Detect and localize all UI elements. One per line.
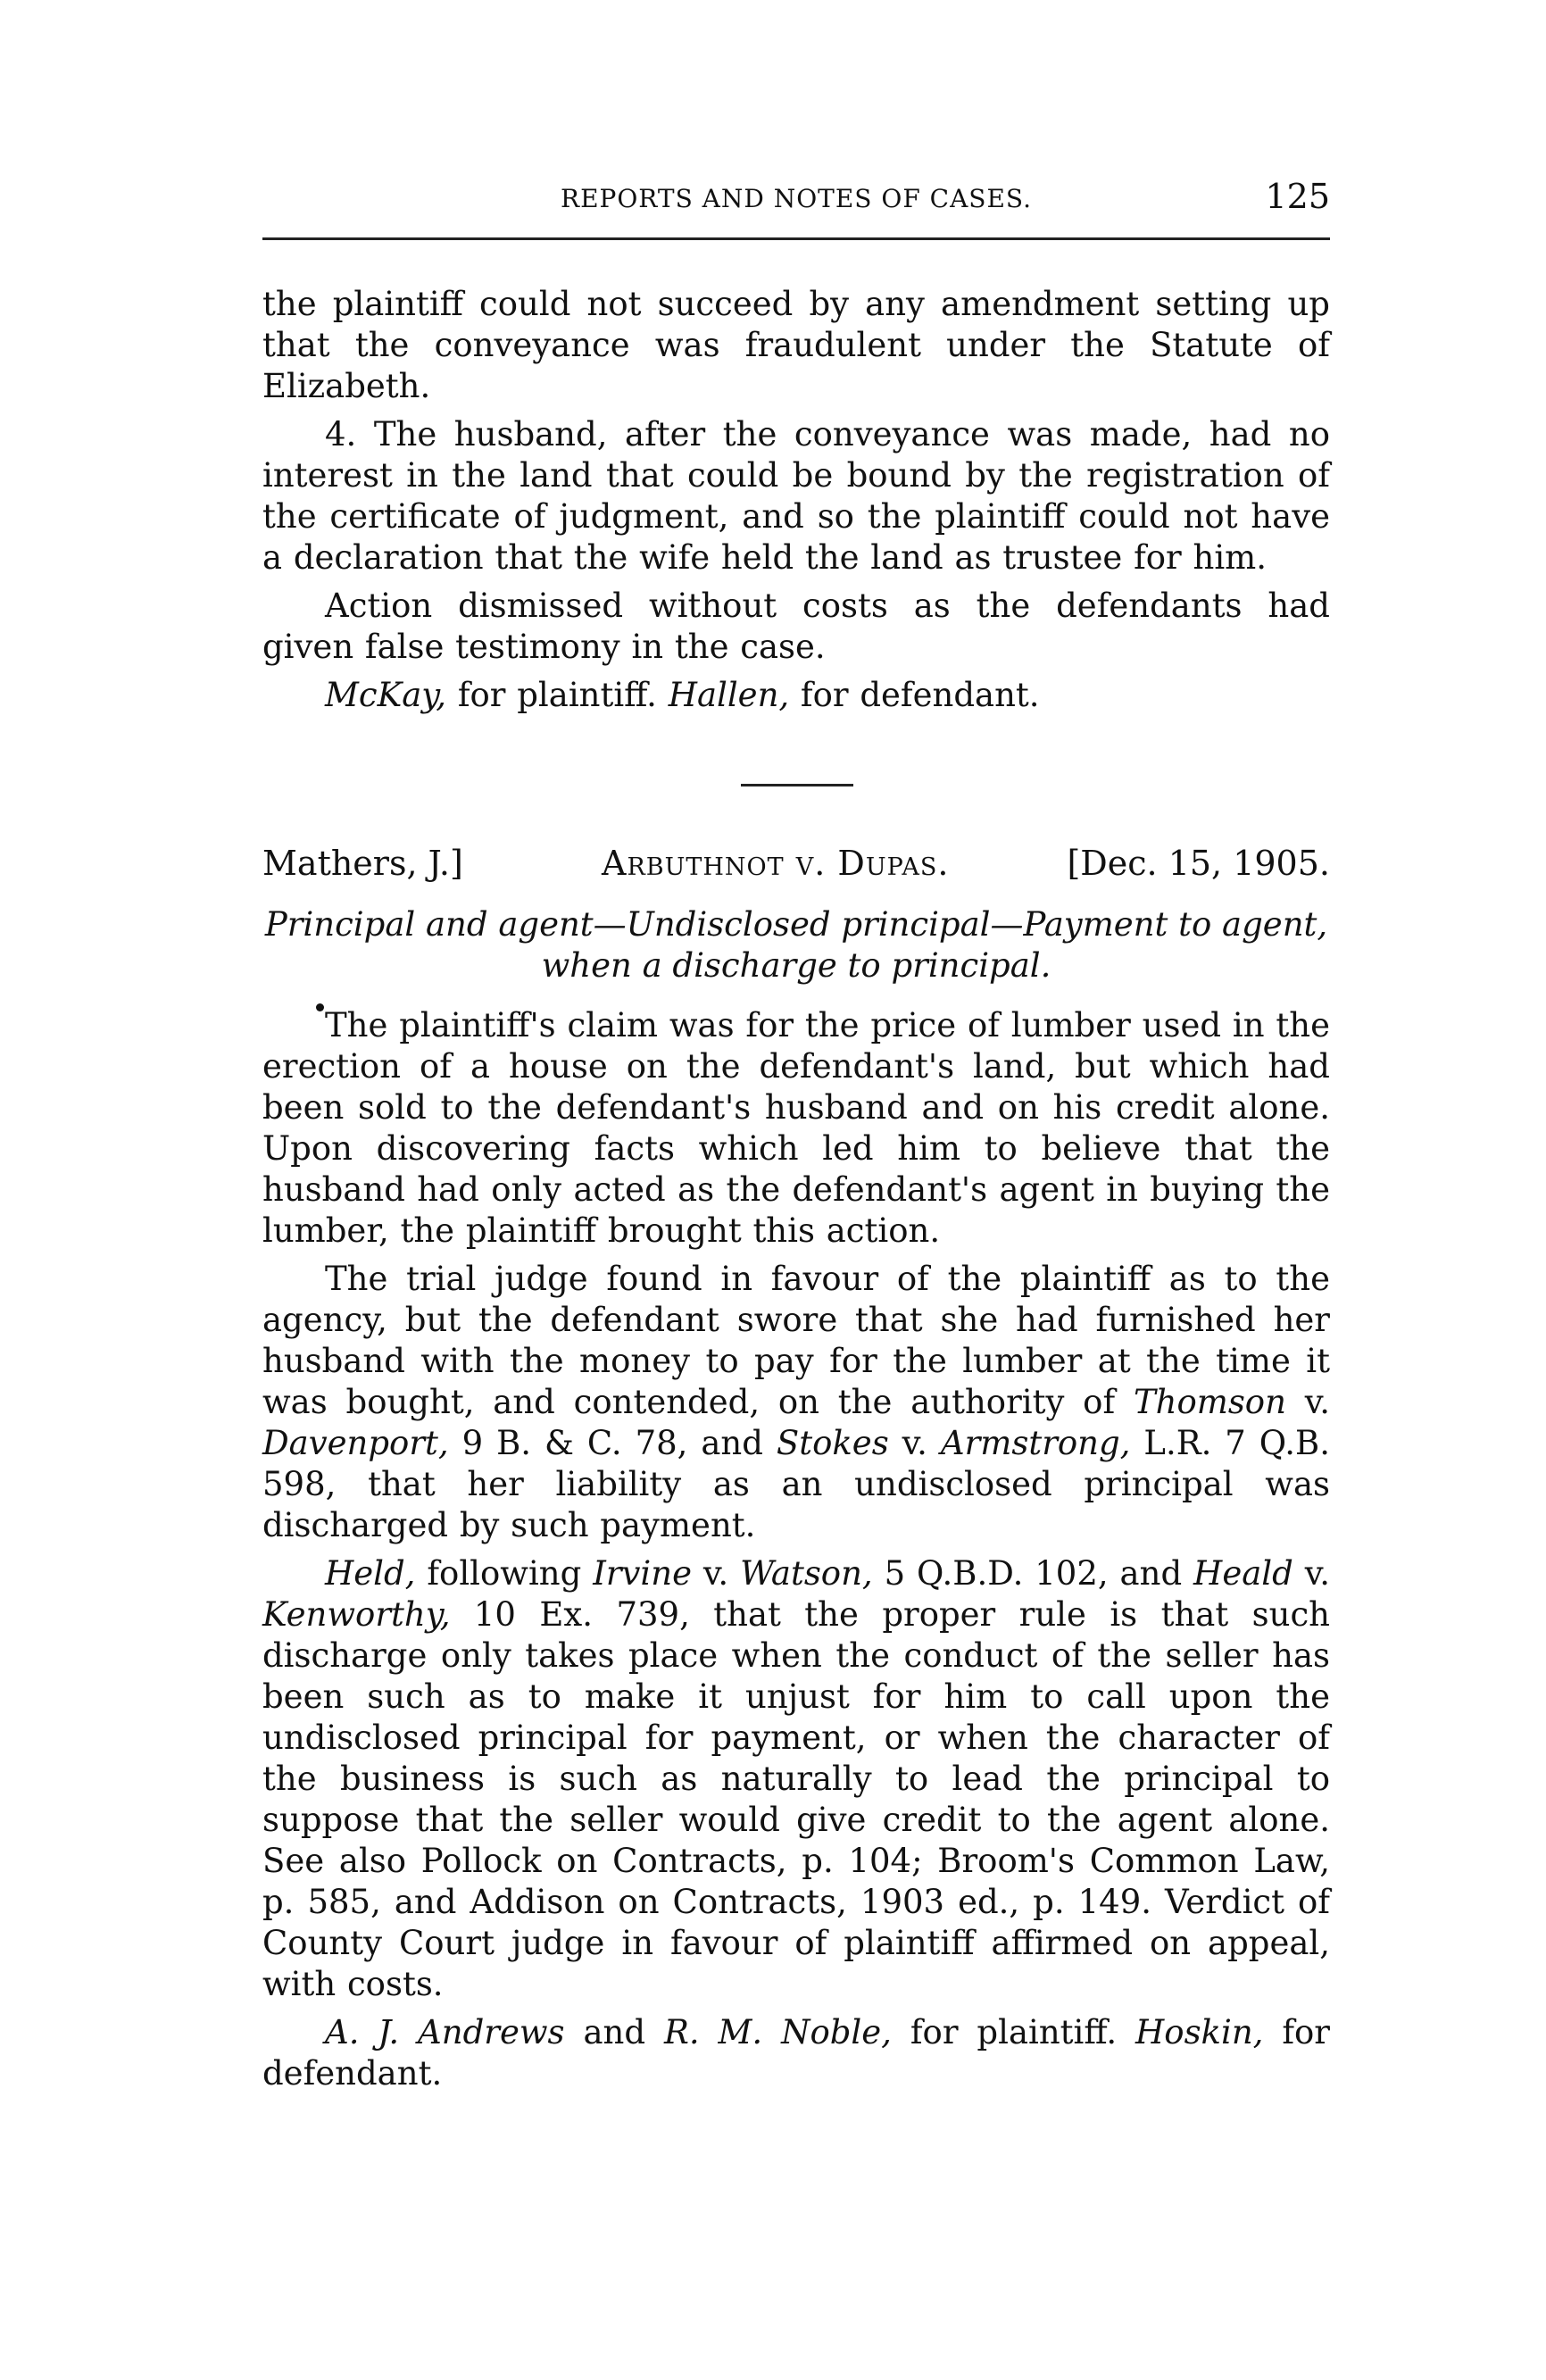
paragraph-3-text-4: v.	[1292, 1554, 1330, 1593]
plaintiff-counsel-text: for plaintiff.	[891, 2013, 1136, 2051]
headnote-line-1: Principal and agent—Undisclosed principal—Payment to agent,	[264, 905, 1328, 944]
case-name: Arbuthnot v. Dupas.	[602, 844, 950, 883]
case-header	[262, 844, 1330, 888]
case-citation-irvine: Irvine	[593, 1554, 692, 1593]
paragraph-2-text-2: v.	[1285, 1383, 1331, 1421]
second-case-paragraph-2	[262, 1259, 1330, 1546]
paragraph-2-text-5: L.R. 7 Q.B. 598, that her liability as an undisclosed principal was discharged by such payment.	[262, 1424, 1330, 1544]
paragraph-2-text-3: 9 B. & C. 78, and	[448, 1424, 777, 1462]
running-head	[262, 177, 1330, 240]
top-case-text	[262, 284, 1330, 716]
defendant-counsel: Hoskin,	[1135, 2013, 1264, 2051]
paragraph-3-text-2: v.	[691, 1554, 741, 1593]
plaintiff-counsel-1: A. J. Andrews	[325, 2013, 565, 2051]
case-citation-heald: Heald	[1193, 1554, 1293, 1593]
running-title: REPORTS AND NOTES OF CASES.	[560, 184, 1033, 213]
held-label: Held,	[325, 1554, 416, 1593]
paragraph-2-text-1: The trial judge found in favour of the plaintiff as to the agency, but the defendant swore that she had furnished her husband with the money to pay for the lumber at the time it was bought, and contended, on the authority of	[262, 1260, 1330, 1421]
paragraph-3-text-1: following	[415, 1554, 594, 1593]
top-case-paragraph-3: Action dismissed without costs as the defendants had given false testimony in the case.	[262, 587, 1330, 666]
case-headnote	[262, 904, 1330, 986]
top-case-paragraph-1: the plaintiff could not succeed by any amendment setting up that the conveyance was fraudulent under the Statute of Elizabeth.	[262, 285, 1330, 405]
case-separator-rule	[741, 784, 853, 786]
top-defendant-text: for defendant.	[789, 676, 1040, 714]
case-citation-thomson: Thomson	[1133, 1383, 1286, 1421]
top-plaintiff-counsel: McKay,	[325, 676, 447, 714]
case-citation-armstrong: Armstrong,	[940, 1424, 1131, 1462]
judge-name: Mathers, J.]	[262, 844, 463, 883]
paragraph-3-text-3: 5 Q.B.D. 102, and	[872, 1554, 1194, 1593]
top-case-paragraph-2: 4. The husband, after the conveyance was made, had no interest in the land that could be bound by the registration of the certificate of judgment, and so the plaintiff could not have a declaration that the wife held the land as trustee for him.	[262, 415, 1330, 577]
case-date: [Dec. 15, 1905.	[1067, 844, 1330, 883]
defendant-counsel-text: for defendant.	[262, 2013, 1330, 2093]
second-case-text	[262, 1005, 1330, 2094]
page-number: 125	[1265, 177, 1330, 216]
second-case-paragraph-3	[262, 1553, 1330, 2005]
second-case-paragraph-1: The plaintiff's claim was for the price of lumber used in the erection of a house on the defendant's land, but which had been sold to the defendant's husband and on his credit alone. Upon discovering facts which led him to believe that the husband had only acted as the defendant's agent in buying the lumber, the plaintiff brought this action.	[262, 1006, 1330, 1250]
paragraph-3-text-5: 10 Ex. 739, that the proper rule is that such discharge only takes place when the conduct of the seller has been such as to make it unjust for him to call upon the undisclosed principal for payment, or when the character of the business is such as naturally to lead the principal to suppose that the seller would give credit to the agent alone. See also Pollock on Contracts, p. 104; Broom's Common Law, p. 585, and Addison on Contracts, 1903 ed., p. 149. Verdict of County Court judge in favour of plaintiff affirmed on appeal, with costs.	[262, 1595, 1330, 2003]
case-citation-watson: Watson,	[740, 1554, 873, 1593]
case-citation-kenworthy: Kenworthy,	[262, 1595, 451, 1634]
top-plaintiff-text: for plaintiff.	[446, 676, 669, 714]
case-citation-davenport: Davenport,	[262, 1424, 449, 1462]
plaintiff-counsel-2: R. M. Noble,	[663, 2013, 892, 2051]
top-case-counsel	[262, 675, 1330, 716]
headnote-line-2: when a discharge to principal.	[541, 946, 1051, 985]
paragraph-2-text-4: v.	[888, 1424, 941, 1462]
case-citation-stokes: Stokes	[776, 1424, 889, 1462]
top-defendant-counsel: Hallen,	[668, 676, 790, 714]
second-case-counsel	[262, 2012, 1330, 2094]
counsel-and-text: and	[564, 2013, 664, 2051]
